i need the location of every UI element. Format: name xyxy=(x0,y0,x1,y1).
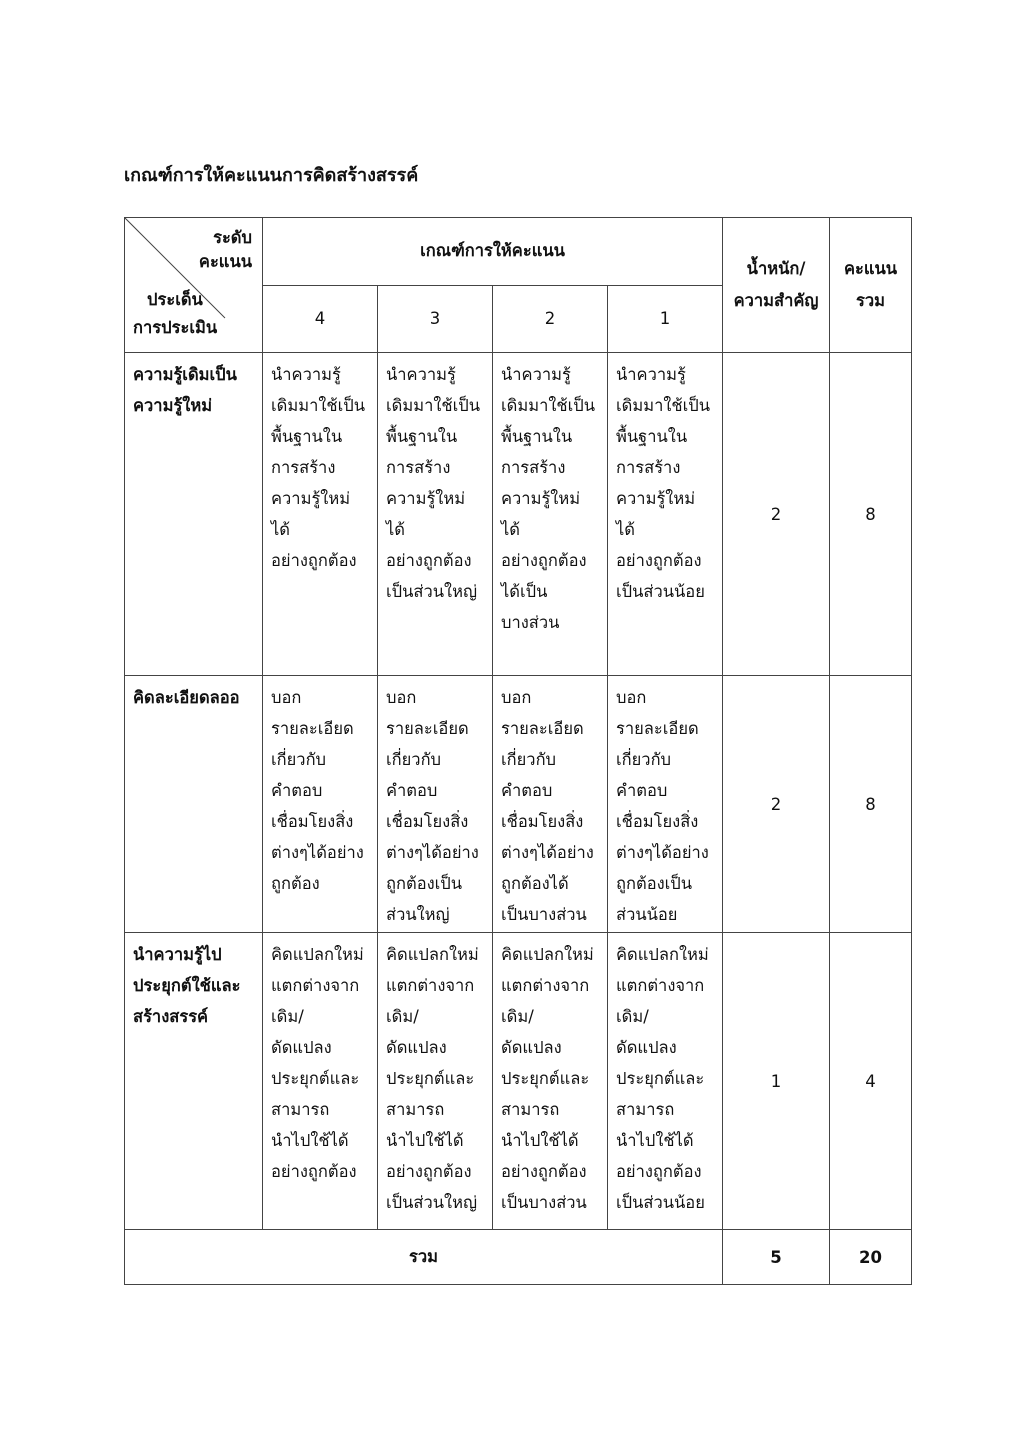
criteria-line: ถูกต้องเป็น xyxy=(386,874,463,893)
criteria-line: เชื่อมโยงสิ่ง xyxy=(501,812,584,831)
criteria-line: ประยุกต์และ xyxy=(271,1069,360,1088)
criteria-line: นำความรู้ xyxy=(616,365,686,384)
criteria-line: เดิม/ xyxy=(271,1007,304,1026)
criteria-line: ดัดแปลง xyxy=(501,1038,562,1057)
criteria-line: ถูกต้องเป็น xyxy=(616,874,693,893)
rubric-table xyxy=(124,217,912,1285)
score-header-line: คะแนน xyxy=(843,259,898,278)
criteria-line: เดิม/ xyxy=(501,1007,534,1026)
criteria-level-3-cell xyxy=(378,353,493,676)
criteria-line: ความรู้ใหม่ได้ xyxy=(616,489,696,539)
criteria-line: เชื่อมโยงสิ่ง xyxy=(271,812,354,831)
corner-level-label xyxy=(199,226,252,274)
criteria-line: คำตอบ xyxy=(501,781,553,800)
aspect-line: ความรู้ใหม่ xyxy=(133,396,213,415)
criteria-line: ความรู้ใหม่ได้ xyxy=(386,489,466,539)
criteria-line: อย่างถูกต้อง xyxy=(386,551,472,570)
criteria-level-2-cell xyxy=(493,353,608,676)
criteria-line: ดัดแปลง xyxy=(271,1038,332,1057)
criteria-level-1-cell xyxy=(608,353,723,676)
criteria-line: ส่วนน้อย xyxy=(616,905,678,924)
criteria-line: นำความรู้ xyxy=(386,365,456,384)
criteria-line: รายละเอียด xyxy=(501,719,584,738)
criteria-line: คิดแปลกใหม่ xyxy=(271,945,364,964)
criteria-line: รายละเอียด xyxy=(386,719,469,738)
level-2-header: 2 xyxy=(493,285,608,353)
criteria-line: เดิมมาใช้เป็น xyxy=(386,396,481,415)
criteria-level-2-cell xyxy=(493,676,608,933)
criteria-line: แตกต่างจาก xyxy=(386,976,475,995)
criteria-line: บางส่วน xyxy=(501,613,560,632)
criteria-line: อย่างถูกต้อง xyxy=(616,1162,702,1181)
criteria-line: ได้เป็น xyxy=(501,582,548,601)
aspect-cell xyxy=(125,676,263,933)
table-row xyxy=(125,933,912,1230)
criteria-line: เป็นส่วนใหญ่ xyxy=(386,582,477,601)
criteria-line: อย่างถูกต้อง xyxy=(271,551,357,570)
criteria-line: สามารถ xyxy=(271,1100,330,1119)
criteria-line: ความรู้ใหม่ได้ xyxy=(271,489,351,539)
criteria-line: บอก xyxy=(616,688,647,707)
criteria-line: เดิมมาใช้เป็น xyxy=(616,396,711,415)
total-row xyxy=(125,1230,912,1285)
criteria-line: นำความรู้ xyxy=(271,365,341,384)
criteria-level-2-cell xyxy=(493,933,608,1230)
level-3-header: 3 xyxy=(378,285,493,353)
total-score: 20 xyxy=(830,1230,912,1285)
aspect-line: สร้างสรรค์ xyxy=(133,1007,209,1026)
criteria-line: ต่างๆได้อย่าง xyxy=(386,843,479,862)
weight-cell: 2 xyxy=(723,676,830,933)
criteria-level-4-cell xyxy=(263,353,378,676)
total-weight: 5 xyxy=(723,1230,830,1285)
score-header-line: รวม xyxy=(856,291,886,310)
criteria-line: นำไปใช้ได้ xyxy=(386,1131,464,1150)
criteria-line: ความรู้ใหม่ได้ xyxy=(501,489,581,539)
criteria-level-3-cell xyxy=(378,676,493,933)
aspect-line: นำความรู้ไป xyxy=(133,945,222,964)
criteria-line: สามารถ xyxy=(616,1100,675,1119)
criteria-line: เดิม/ xyxy=(386,1007,419,1026)
criteria-line: สามารถ xyxy=(386,1100,445,1119)
criteria-line: ส่วนใหญ่ xyxy=(386,905,450,924)
criteria-level-3-cell xyxy=(378,933,493,1230)
score-cell: 8 xyxy=(830,353,912,676)
criteria-line: เป็นบางส่วน xyxy=(501,905,587,924)
criteria-line: คิดแปลกใหม่ xyxy=(386,945,479,964)
table-row xyxy=(125,353,912,676)
criteria-line: ถูกต้อง xyxy=(271,874,320,893)
criteria-line: แตกต่างจาก xyxy=(501,976,590,995)
criteria-line: คำตอบ xyxy=(616,781,668,800)
criteria-line: เกี่ยวกับ xyxy=(616,750,672,769)
criteria-line: เดิมมาใช้เป็น xyxy=(501,396,596,415)
criteria-line: เป็นส่วนน้อย xyxy=(616,582,705,601)
criteria-line: การสร้าง xyxy=(616,458,681,477)
corner-aspect-line: การประเมิน xyxy=(133,318,218,337)
aspect-line: ประยุกต์ใช้และ xyxy=(133,976,241,995)
criteria-line: คิดแปลกใหม่ xyxy=(616,945,709,964)
criteria-line: ดัดแปลง xyxy=(616,1038,677,1057)
score-cell: 4 xyxy=(830,933,912,1230)
total-label: รวม xyxy=(125,1230,723,1285)
level-4-header: 4 xyxy=(263,285,378,353)
criteria-line: พื้นฐานใน xyxy=(501,427,573,446)
weight-cell: 2 xyxy=(723,353,830,676)
criteria-line: ประยุกต์และ xyxy=(386,1069,475,1088)
criteria-level-1-cell xyxy=(608,933,723,1230)
criteria-line: เกี่ยวกับ xyxy=(386,750,442,769)
criteria-line: แตกต่างจาก xyxy=(271,976,360,995)
aspect-line: คิดละเอียดลออ xyxy=(133,688,240,707)
criteria-line: อย่างถูกต้อง xyxy=(501,551,587,570)
criteria-line: คำตอบ xyxy=(271,781,323,800)
criteria-line: คิดแปลกใหม่ xyxy=(501,945,594,964)
criteria-line: ถูกต้องได้ xyxy=(501,874,569,893)
corner-header-cell xyxy=(125,218,263,353)
criteria-line: การสร้าง xyxy=(501,458,566,477)
aspect-cell xyxy=(125,353,263,676)
criteria-line: ต่างๆได้อย่าง xyxy=(271,843,364,862)
criteria-line: อย่างถูกต้อง xyxy=(501,1162,587,1181)
page-title: เกณฑ์การให้คะแนนการคิดสร้างสรรค์ xyxy=(124,165,419,186)
weight-header-line: ความสำคัญ xyxy=(733,291,819,310)
criteria-level-4-cell xyxy=(263,676,378,933)
criteria-line: นำไปใช้ได้ xyxy=(616,1131,694,1150)
weight-header-line: น้ำหนัก/ xyxy=(746,259,806,278)
criteria-level-4-cell xyxy=(263,933,378,1230)
corner-aspect-line: ประเด็น xyxy=(147,290,203,309)
criteria-line: พื้นฐานใน xyxy=(271,427,343,446)
criteria-line: บอก xyxy=(386,688,417,707)
criteria-line: ประยุกต์และ xyxy=(616,1069,705,1088)
criteria-level-1-cell xyxy=(608,676,723,933)
aspect-cell xyxy=(125,933,263,1230)
criteria-line: อย่างถูกต้อง xyxy=(386,1162,472,1181)
corner-aspect-label xyxy=(133,286,217,342)
criteria-line: ต่างๆได้อย่าง xyxy=(501,843,594,862)
criteria-line: ดัดแปลง xyxy=(386,1038,447,1057)
criteria-line: เชื่อมโยงสิ่ง xyxy=(386,812,469,831)
weight-header xyxy=(723,218,830,353)
criteria-line: เป็นบางส่วน xyxy=(501,1193,587,1212)
criteria-line: เกี่ยวกับ xyxy=(271,750,327,769)
corner-level-line: คะแนน xyxy=(198,252,252,271)
criteria-line: เป็นส่วนน้อย xyxy=(616,1193,705,1212)
criteria-line: สามารถ xyxy=(501,1100,560,1119)
criteria-line: การสร้าง xyxy=(271,458,336,477)
level-1-header: 1 xyxy=(608,285,723,353)
criteria-line: บอก xyxy=(501,688,532,707)
score-header xyxy=(830,218,912,353)
criteria-line: พื้นฐานใน xyxy=(616,427,688,446)
criteria-line: เกี่ยวกับ xyxy=(501,750,557,769)
criteria-line: เดิมมาใช้เป็น xyxy=(271,396,366,415)
criteria-line: พื้นฐานใน xyxy=(386,427,458,446)
criteria-line: แตกต่างจาก xyxy=(616,976,705,995)
criteria-line: นำความรู้ xyxy=(501,365,571,384)
criteria-line: รายละเอียด xyxy=(616,719,699,738)
criteria-line: ประยุกต์และ xyxy=(501,1069,590,1088)
criteria-line: อย่างถูกต้อง xyxy=(271,1162,357,1181)
criteria-header: เกณฑ์การให้คะแนน xyxy=(263,218,723,286)
weight-cell: 1 xyxy=(723,933,830,1230)
criteria-line: การสร้าง xyxy=(386,458,451,477)
criteria-line: เดิม/ xyxy=(616,1007,649,1026)
criteria-line: นำไปใช้ได้ xyxy=(501,1131,579,1150)
table-row xyxy=(125,676,912,933)
criteria-line: คำตอบ xyxy=(386,781,438,800)
criteria-line: ต่างๆได้อย่าง xyxy=(616,843,709,862)
score-cell: 8 xyxy=(830,676,912,933)
criteria-line: บอก xyxy=(271,688,302,707)
criteria-line: รายละเอียด xyxy=(271,719,354,738)
criteria-line: เป็นส่วนใหญ่ xyxy=(386,1193,477,1212)
criteria-line: นำไปใช้ได้ xyxy=(271,1131,349,1150)
criteria-line: อย่างถูกต้อง xyxy=(616,551,702,570)
aspect-line: ความรู้เดิมเป็น xyxy=(133,365,237,384)
corner-level-line: ระดับ xyxy=(213,228,252,247)
criteria-line: เชื่อมโยงสิ่ง xyxy=(616,812,699,831)
